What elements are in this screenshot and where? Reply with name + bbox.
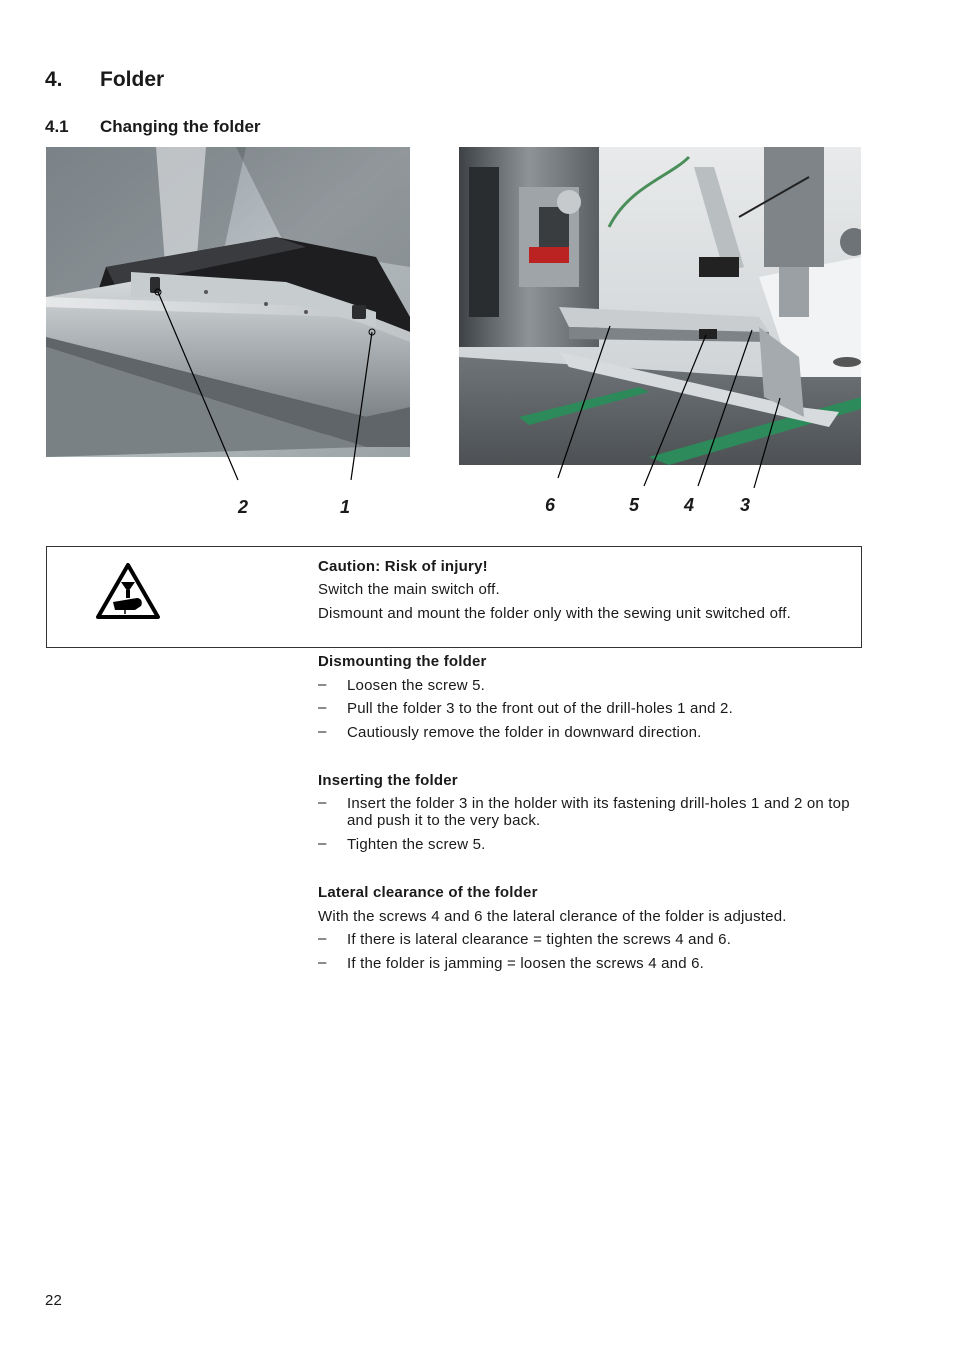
list-dash: –: [318, 930, 327, 947]
caution-line-2: Dismount and mount the folder only with the sewing unit switched off.: [318, 605, 791, 622]
lateral-intro: With the screws 4 and 6 the lateral clerance of the folder is adjusted.: [318, 908, 787, 925]
callout-label-6: 6: [545, 495, 556, 515]
inserting-heading: Inserting the folder: [318, 772, 458, 789]
page-number: 22: [45, 1292, 63, 1309]
callout-leader-lines: [0, 0, 954, 530]
list-dash: –: [318, 676, 327, 693]
callout-label-3: 3: [740, 495, 751, 515]
list-dash: –: [318, 835, 327, 852]
callout-label-4: 4: [684, 495, 695, 515]
list-dash: –: [318, 794, 327, 811]
dismounting-heading: Dismounting the folder: [318, 653, 487, 670]
lateral-step-1: If there is lateral clearance = tighten the screws 4 and 6.: [347, 931, 732, 948]
callout-label-1: 1: [340, 497, 351, 517]
lateral-heading: Lateral clearance of the folder: [318, 884, 538, 901]
dismounting-step-1: Loosen the screw 5.: [347, 677, 486, 694]
section-number: 4.: [45, 68, 63, 91]
inserting-step-1: Insert the folder 3 in the holder with its fastening drill-holes 1 and 2 on top and push it to the very back.: [347, 795, 850, 829]
dismounting-step-3: Cautiously remove the folder in downward direction.: [347, 724, 702, 741]
warning-hand-injury-icon: [95, 562, 161, 620]
section-title: Folder: [100, 68, 165, 91]
subsection-title: Changing the folder: [100, 117, 261, 136]
inserting-step-2: Tighten the screw 5.: [347, 836, 486, 853]
subsection-number: 4.1: [45, 117, 69, 136]
list-dash: –: [318, 954, 327, 971]
callout-label-2: 2: [238, 497, 249, 517]
callout-label-5: 5: [629, 495, 640, 515]
lateral-step-2: If the folder is jamming = loosen the screws 4 and 6.: [347, 955, 705, 972]
caution-line-1: Switch the main switch off.: [318, 581, 500, 598]
list-dash: –: [318, 699, 327, 716]
caution-heading: Caution: Risk of injury!: [318, 558, 488, 575]
list-dash: –: [318, 723, 327, 740]
dismounting-step-2: Pull the folder 3 to the front out of the drill-holes 1 and 2.: [347, 700, 733, 717]
